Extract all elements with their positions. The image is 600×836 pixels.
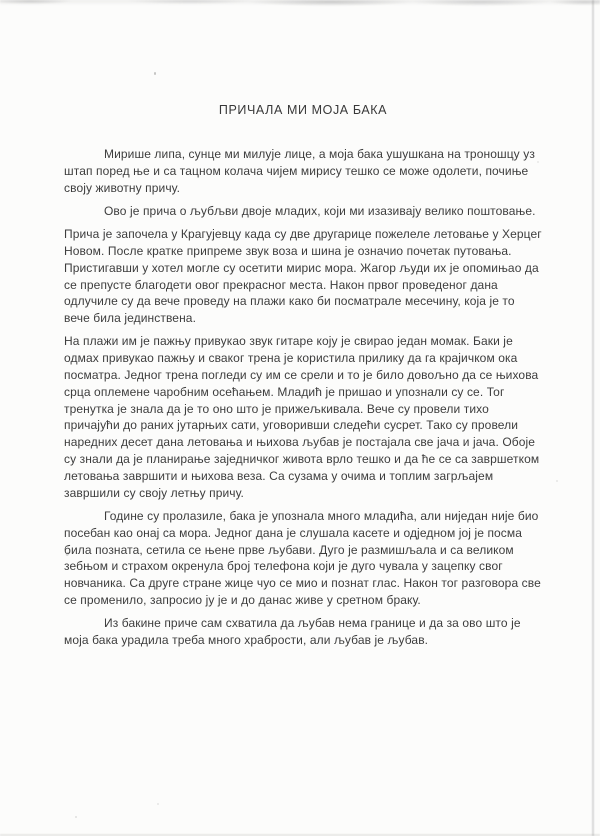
scan-speck [556,480,558,482]
paragraph-story-start: Прича је започела у Крагујевцу када су две другарице пожелеле летовање у Херцег Новом. После кратке припреме звук воза и шина је означио почетак путовања. Пристигавши у хотел могле су осетити мирис мора. Жагор људи их је опомињао да се препусте благодети овог прекрасног места. Након првог проведеног дана одлучиле су да вече проведу на плажи како би посматрале месечину, која је то вече била јединствена. [64,227,542,326]
paragraph-conclusion: Из бакине приче сам схватила да љубав нема границе и да за ово што је моја бака урадила треба много храбрости, али љубав је љубав. [64,616,521,648]
scan-speck [154,72,156,75]
paragraph-intro-1: Мирише липа, сунце ми милује лице, а моја бака ушушкана на троношцу уз штап поред ње и са тацном колача чијем мирису тешко се може одолети, почиње своју животну причу. [64,147,535,195]
document-body [64,103,542,655]
scan-artifact-right-edge [592,0,594,836]
paragraph-intro-2: Ово је прича о љубљви двоје младих, који ми изазивају велико поштовање. [104,203,536,218]
document-title: ПРИЧАЛА МИ МОЈА БАКА [218,103,388,117]
scan-speck [75,816,77,818]
scan-speck [157,803,159,805]
paragraph-years-later: Године су пролазиле, бака је упознала много младића, али ниједан није био посебан као онај са мора. Једног дана је слушала касете и одједном јој је посма била позната, сетила се њене прве љубави. Дуго је размишљала и са великом зебњом и страхом окренула број телефона који је дуго чувала у зацепку свог новчаника. Са друге стране жице чуо се мио и познат глас. Након тог разговора све се променило, запросио ју је и до данас живе у сретном браку. [64,508,541,607]
scan-artifact-top-edge [0,0,600,7]
paragraph-beach-story: На плажи им је пажњу привукао звук гитаре коју је свирао један момак. Баки је одмах привукао пажњу и сваког трена је користила прилику да га крајичком ока посматра. Једног трена погледи су им се срели и то је било довољно да се њихова срца оплемене чаробним осећањем. Младић је пришао и упознали су се. Тог тренутка је знала да је то оно што је прижељкивала. Вече су провели тихо причајући до раних јутарњих сати, уговоривши следећи сусрет. Тако су провели наредних десет дана летовања и њихова љубав је постајала све јача и јача. Обоје су знали да је планирање заједничког живота врло тешко и да ће се са завршетком летовања завршити и њихова веза. Са сузама у очима и топлим загрљајем завршили су своју летњу причу. [64,334,540,500]
